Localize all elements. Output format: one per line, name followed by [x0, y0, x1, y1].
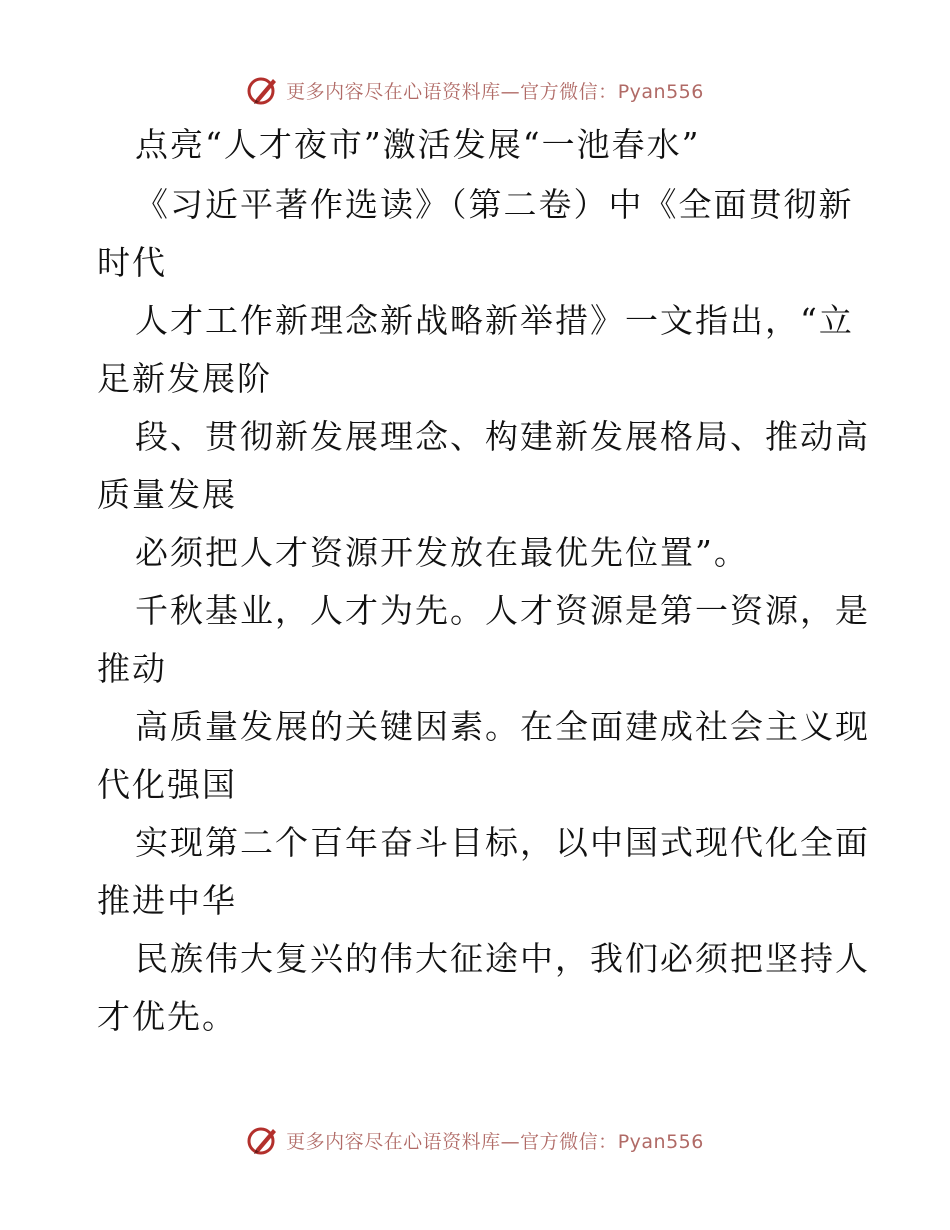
paragraph-line: 民族伟大复兴的伟大征途中，我们必须把坚持人: [135, 939, 870, 978]
header-watermark-banner: [0, 70, 950, 110]
paragraph-line: 人才工作新理念新战略新举措》一文指出，“立: [135, 301, 854, 340]
paragraph-line: 《习近平著作选读》（第二卷）中《全面贯彻新: [135, 185, 854, 224]
paragraph-line: 代化强国: [97, 765, 237, 804]
paragraph-line: 高质量发展的关键因素。在全面建成社会主义现: [135, 707, 870, 746]
paragraph-line: 必须把人才资源开发放在最优先位置”。: [135, 533, 749, 572]
paragraph-line: 段、贯彻新发展理念、构建新发展格局、推动高: [135, 417, 870, 456]
pen-circle-icon: [246, 73, 280, 107]
pen-circle-icon: [246, 1123, 280, 1157]
banner-text: 更多内容尽在心语资料库—官方微信：Pyan556: [286, 1130, 704, 1153]
paragraph-line: 质量发展: [97, 475, 237, 514]
banner-text: 更多内容尽在心语资料库—官方微信：Pyan556: [286, 80, 704, 103]
document-title: 点亮“人才夜市”激活发展“一池春水”: [135, 125, 701, 164]
paragraph-line: 才优先。: [97, 997, 237, 1036]
paragraph-line: 时代: [97, 243, 167, 282]
paragraph-line: 推动: [97, 649, 167, 688]
paragraph-line: 千秋基业，人才为先。人才资源是第一资源，是: [135, 591, 870, 630]
paragraph-line: 足新发展阶: [97, 359, 272, 398]
paragraph-line: 实现第二个百年奋斗目标，以中国式现代化全面: [135, 823, 870, 862]
paragraph-line: 推进中华: [97, 881, 237, 920]
footer-watermark-banner: [0, 1120, 950, 1160]
